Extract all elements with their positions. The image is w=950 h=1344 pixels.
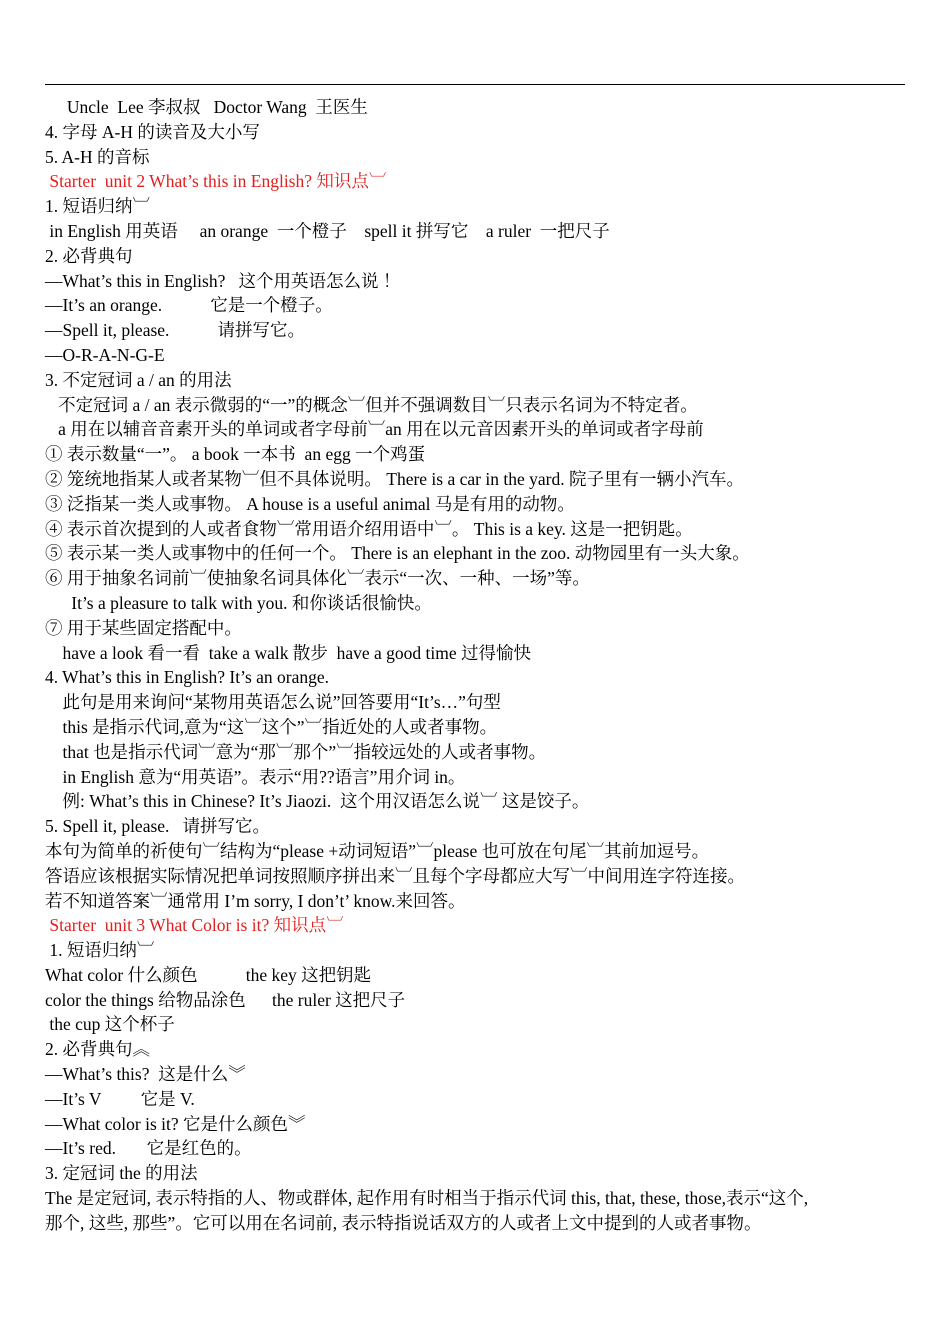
text-line: ① 表示数量“一”。 a book 一本书 an egg 一个鸡蛋 (45, 444, 426, 465)
text-line: ④ 表示首次提到的人或者食物︺常用语介绍用语中︺。 This is a key. 这是一把钥匙。 (45, 518, 693, 539)
document-body (45, 95, 915, 1236)
text-line: It’s a pleasure to talk with you. 和你谈话很愉快。 (45, 592, 432, 613)
text-line: —It’s V 它是 V. (45, 1088, 195, 1109)
text-line: —Spell it, please. 请拼写它。 (45, 320, 306, 341)
top-rule (45, 84, 905, 85)
text-line: 答语应该根据实际情况把单词按照顺序拼出来︺且每个字母都应大写︺中间用连字符连接。 (45, 865, 745, 886)
text-line: in English 用英语 an orange 一个橙子 spell it 拼写它 a ruler 一把尺子 (45, 220, 610, 241)
text-line: 例: What’s this in Chinese? It’s Jiaozi. 这个用汉语怎么说︺ 这是饺子。 (45, 791, 590, 812)
text-line: 3. 不定冠词 a / an 的用法 (45, 369, 232, 390)
text-line: What color 什么颜色 the key 这把钥匙 (45, 964, 372, 985)
text-line: 那个, 这些, 那些”。它可以用在名词前, 表示特指说话双方的人或者上文中提到的人或者事物。 (45, 1212, 762, 1233)
text-line: 2. 必背典句︽ (45, 1039, 150, 1060)
text-line: 4. 字母 A-H 的读音及大小写 (45, 121, 260, 142)
text-line: 4. What’s this in English? It’s an orange. (45, 667, 330, 688)
section-heading: Starter unit 3 What Color is it? 知识点︺ (45, 915, 344, 936)
text-line: —O-R-A-N-G-E (45, 344, 165, 365)
text-line: 本句为简单的祈使句︺结构为“please +动词短语”︺please 也可放在句尾︺其前加逗号。 (45, 840, 710, 861)
text-line: this 是指示代词,意为“这︺这个”︺指近处的人或者事物。 (45, 716, 498, 737)
text-line: that 也是指示代词︺意为“那︺那个”︺指较远处的人或者事物。 (45, 741, 547, 762)
text-line: 不定冠词 a / an 表示微弱的“一”的概念︺但并不强调数目︺只表示名词为不特定者。 (45, 394, 698, 415)
text-line: The 是定冠词, 表示特指的人、物或群体, 起作用有时相当于指示代词 this, that, these, those,表示“这个, (45, 1188, 809, 1209)
text-line: ③ 泛指某一类人或事物。 A house is a useful animal 马是有用的动物。 (45, 493, 575, 514)
text-line: the cup 这个杯子 (45, 1014, 175, 1035)
text-line: in English 意为“用英语”。表示“用??语言”用介词 in。 (45, 766, 466, 787)
text-line: —What color is it? 它是什么颜色︾ (45, 1113, 306, 1134)
text-line: ⑥ 用于抽象名词前︺使抽象名词具体化︺表示“一次、一种、一场”等。 (45, 568, 590, 589)
text-line: —It’s red. 它是红色的。 (45, 1138, 252, 1159)
text-line: 2. 必背典句 (45, 245, 133, 266)
text-line: 此句是用来询问“某物用英语怎么说”回答要用“It’s…”句型 (45, 692, 501, 713)
text-line: color the things 给物品涂色 the ruler 这把尺子 (45, 989, 406, 1010)
text-line: —What’s this? 这是什么︾ (45, 1064, 246, 1085)
text-line: have a look 看一看 take a walk 散步 have a good time 过得愉快 (45, 642, 532, 663)
text-line: a 用在以辅音音素开头的单词或者字母前︺an 用在以元音因素开头的单词或者字母前 (45, 419, 704, 440)
text-line: 5. A-H 的音标 (45, 146, 150, 167)
text-line: —It’s an orange. 它是一个橙子。 (45, 295, 333, 316)
text-line: 1. 短语归纳︺ (45, 196, 150, 217)
text-line: 若不知道答案︺通常用 I’m sorry, I don’t’ know.来回答。 (45, 890, 466, 911)
text-line: —What’s this in English? 这个用英语怎么说 ！ (45, 270, 401, 291)
text-line: ⑦ 用于某些固定搭配中。 (45, 617, 242, 638)
text-line: 3. 定冠词 the 的用法 (45, 1163, 198, 1184)
text-line: Uncle Lee 李叔叔 Doctor Wang 王医生 (45, 97, 368, 117)
text-line: ② 笼统地指某人或者某物︺但不具体说明。 There is a car in the yard. 院子里有一辆小汽车。 (45, 468, 744, 489)
section-heading: Starter unit 2 What’s this in English? 知识点︺ (45, 171, 387, 192)
text-line: ⑤ 表示某一类人或事物中的任何一个。 There is an elephant in the zoo. 动物园里有一头大象。 (45, 543, 750, 564)
text-line: 1. 短语归纳︺ (45, 940, 155, 961)
text-line: 5. Spell it, please. 请拼写它。 (45, 816, 271, 837)
